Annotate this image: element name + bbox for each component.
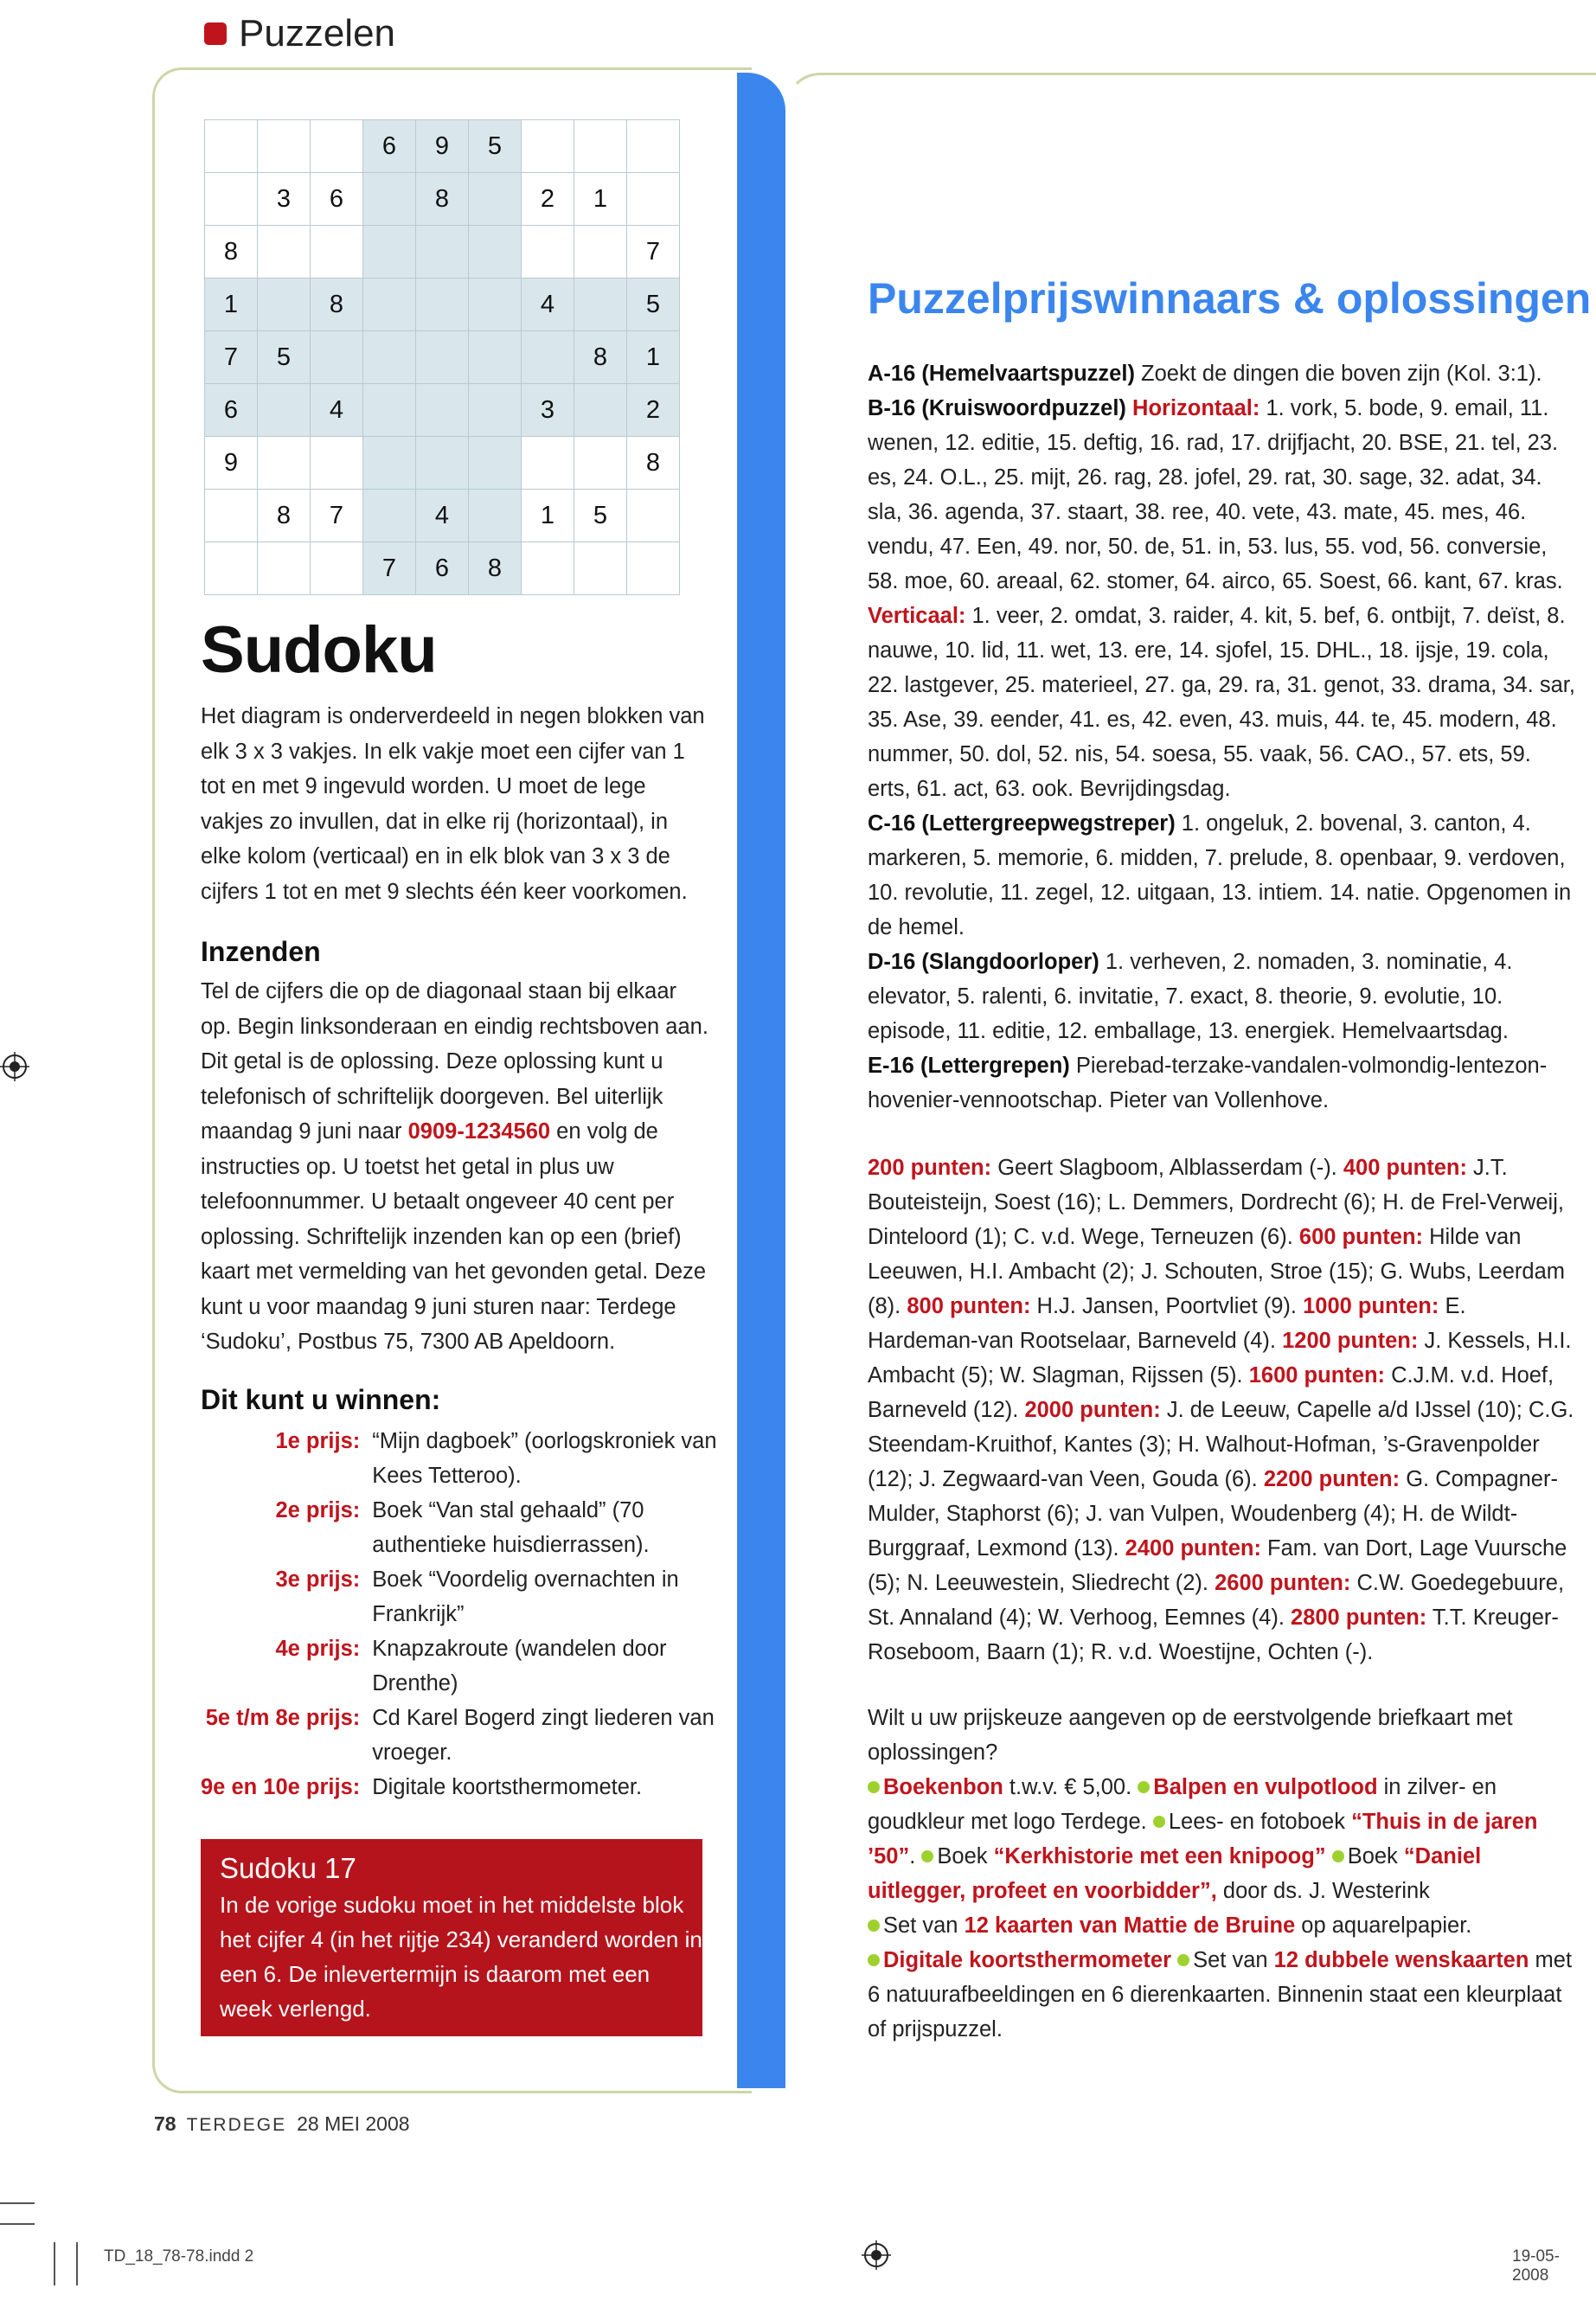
sudoku-cell: 8 — [205, 226, 258, 279]
prize-item — [201, 1631, 720, 1701]
prize-text: “Mijn dagboek” (oorlogskroniek van Kees Tetteroo). — [372, 1429, 717, 1488]
sudoku-row — [205, 226, 680, 279]
sudoku-cell: 1 — [574, 173, 627, 226]
winner-names: H.J. Jansen, Poortvliet (9). — [1030, 1294, 1304, 1318]
sudoku-cell — [363, 384, 416, 437]
issue-date: 28 MEI 2008 — [297, 2112, 410, 2135]
sudoku-cell: 6 — [311, 173, 363, 226]
prizes-heading: Dit kunt u winnen: — [201, 1384, 441, 1415]
sudoku-row — [205, 120, 680, 173]
notice-title: Sudoku 17 — [220, 1852, 356, 1884]
sudoku-cell — [205, 542, 258, 595]
bullet-icon — [921, 1850, 933, 1862]
inzenden-heading: Inzenden — [201, 936, 321, 967]
sudoku-cell: 4 — [416, 490, 469, 542]
sudoku-cell: 7 — [205, 331, 258, 384]
winner-points: 1000 punten: — [1303, 1294, 1439, 1318]
winner-points: 1600 punten: — [1248, 1363, 1386, 1388]
sudoku-cell — [627, 120, 680, 173]
prize-choice-options: Boekenbon t.w.v. € 5,00. Balpen en vulpotlood in zilver- en goudkleur met logo Terdege. Lees- en fotoboek “Thuis in de jaren ’50”. Boek “Kerkhistorie met een knipoog” Boek “Daniel uitlegger, profeet en voorbidder”, door ds. J. Westerink Set van 12 kaarten van Mattie de Bruine op aquarelpapier. Digitale koortsthermometer Set van 12 dubbele wenskaarten met 6 natuurafbeeldingen en 6 dierenkaarten. Binnenin staat een kleurplaat of prijspuzzel. — [868, 1775, 1573, 2041]
sudoku-cell — [574, 542, 627, 595]
solution-c: C-16 (Lettergreepwegstreper) 1. ongeluk, 2. bovenal, 3. canton, 4. markeren, 5. memorie, 6. midden, 7. prelude, 8. openbaar, 9. verdoven, 10. revolutie, 11. zegel, 12. uitgaan, 13. intiem. 14. natie. Opgenomen in de hemel. — [868, 811, 1572, 939]
prize-text: Boek “Van stal gehaald” (70 authentieke huisdierrassen). — [372, 1498, 650, 1557]
sudoku-cell — [258, 542, 311, 595]
sudoku-cell — [205, 490, 258, 542]
phone-number: 0909-1234560 — [407, 1119, 551, 1144]
winner-points: 400 punten: — [1343, 1156, 1467, 1180]
solutions-title: Puzzelprijswinnaars & oplossingen — [868, 274, 1592, 323]
registration-mark-icon — [0, 1052, 29, 1081]
crop-mark — [0, 2202, 35, 2204]
bullet-icon — [868, 1920, 880, 1932]
sudoku-cell — [469, 331, 522, 384]
winner-names: T.T. Kreuger-Roseboom, Baarn (1); R. v.d. Woestijne, Ochten (-). — [868, 1606, 1559, 1664]
sudoku-cell — [311, 120, 363, 173]
prize-list — [201, 1424, 720, 1804]
winners-list — [868, 1150, 1579, 1670]
sudoku-cell — [627, 542, 680, 595]
sudoku-cell: 7 — [311, 490, 363, 542]
slug-date: 19-05-2008 — [1512, 2247, 1560, 2285]
sudoku-cell: 5 — [574, 490, 627, 542]
bullet-icon — [1138, 1781, 1150, 1793]
sudoku-title: Sudoku — [201, 613, 437, 687]
sudoku-cell: 9 — [416, 120, 469, 173]
sudoku-row — [205, 437, 680, 490]
sudoku-cell: 5 — [258, 331, 311, 384]
sudoku-cell: 9 — [205, 437, 258, 490]
winner-points: 2800 punten: — [1291, 1606, 1427, 1630]
sudoku-intro: Het diagram is onderverdeeld in negen blokken van elk 3 x 3 vakjes. In elk vakje moet een cijfer van 1 tot en met 9 ingevuld worden. U moet de lege vakjes zo invullen, dat in elke rij (horizontaal), in elke kolom (verticaal) en in elk blok van 3 x 3 de cijfers 1 tot en met 9 slechts één keer voorkomen. — [201, 704, 705, 904]
prize-label: 4e prijs: — [275, 1637, 361, 1661]
crop-mark — [76, 2242, 78, 2285]
sudoku-cell — [258, 226, 311, 279]
magazine-name: TERDEGE — [186, 2115, 287, 2135]
prize-text: Knapzakroute (wandelen door Drenthe) — [372, 1637, 667, 1695]
solution-d: D-16 (Slangdoorloper) 1. verheven, 2. nomaden, 3. nominatie, 4. elevator, 5. ralenti, 6. invitatie, 7. exact, 8. theorie, 9. evolutie, 10. episode, 11. editie, 12. emballage, 13. energiek. Hemelvaartsdag. — [868, 950, 1513, 1043]
winner-points: 2000 punten: — [1024, 1398, 1161, 1422]
sudoku-cell — [522, 331, 574, 384]
sudoku-cell: 8 — [311, 279, 363, 331]
sudoku-notice-box — [201, 1839, 702, 2036]
sudoku-cell: 4 — [311, 384, 363, 437]
winner-names: C.J.M. v.d. Hoef, Barneveld (12). — [868, 1363, 1554, 1422]
winner-points: 200 punten: — [868, 1156, 992, 1180]
sudoku-cell — [363, 279, 416, 331]
winner-names: Geert Slagboom, Alblasserdam (-). — [991, 1156, 1343, 1180]
sudoku-cell — [258, 279, 311, 331]
crop-mark — [0, 2223, 35, 2225]
sudoku-cell: 1 — [205, 279, 258, 331]
prize-label: 9e en 10e prijs: — [201, 1775, 361, 1799]
sudoku-cell — [522, 542, 574, 595]
prize-item — [201, 1701, 720, 1770]
winner-points: 2400 punten: — [1125, 1536, 1261, 1561]
sudoku-grid — [204, 119, 680, 595]
bullet-icon — [868, 1954, 880, 1966]
winner-names: C.W. Goedegebuure, St. Annaland (4); W. Verhoog, Eemnes (4). — [868, 1571, 1565, 1630]
sudoku-cell: 7 — [363, 542, 416, 595]
bullet-icon — [1332, 1850, 1344, 1862]
sudoku-cell: 6 — [205, 384, 258, 437]
sudoku-cell — [258, 384, 311, 437]
bullet-icon — [868, 1781, 880, 1793]
winner-points: 1200 punten: — [1282, 1329, 1419, 1353]
sudoku-cell — [522, 120, 574, 173]
bullet-icon — [1177, 1954, 1189, 1966]
sudoku-cell: 7 — [627, 226, 680, 279]
sudoku-cell: 8 — [416, 173, 469, 226]
sudoku-cell: 8 — [574, 331, 627, 384]
sudoku-cell — [363, 226, 416, 279]
sudoku-cell: 3 — [258, 173, 311, 226]
sudoku-cell: 1 — [627, 331, 680, 384]
solution-b: B-16 (Kruiswoordpuzzel) Horizontaal: 1. vork, 5. bode, 9. email, 11. wenen, 12. editie, 15. deftig, 16. rad, 17. drijfjacht, 20. BSE, 21. tel, 23. es, 24. O.L., 25. mijt, 26. rag, 28. jofel, 29. rat, 30. sage, 32. adat, 34. sla, 36. agenda, 37. staart, 38. ree, 40. vete, 43. mate, 45. mes, 46. vendu, 47. Een, 49. nor, 50. de, 51. in, 53. lus, 55. vod, 56. conversie, 58. moe, 60. areaal, 62. stomer, 64. airco, 65. Soest, 66. kant, 67. kras. Verticaal: 1. veer, 2. omdat, 3. raider, 4. kit, 5. bef, 6. ontbijt, 7. deïst, 8. nauwe, 10. lid, 11. wet, 13. ere, 14. sjofel, 15. DHL., 18. ijsje, 19. cola, 22. lastgever, 25. materieel, 27. ga, 29. ra, 31. genot, 33. drama, 34. sar, 35. Ase, 39. eender, 41. es, 42. even, 43. muis, 44. te, 45. modern, 48. nummer, 50. dol, 52. nis, 54. soesa, 55. vaak, 56. CAO., 57. ets, 59. erts, 61. act, 63. ook. Bevrijdingsdag. — [868, 396, 1575, 801]
sudoku-cell — [574, 120, 627, 173]
sudoku-cell — [574, 226, 627, 279]
prize-text: Cd Karel Bogerd zingt liederen van vroeger. — [372, 1706, 715, 1765]
sudoku-cell — [311, 331, 363, 384]
sudoku-cell: 6 — [416, 542, 469, 595]
sudoku-cell — [469, 226, 522, 279]
sudoku-cell — [469, 437, 522, 490]
sudoku-cell: 8 — [469, 542, 522, 595]
prize-item — [201, 1424, 720, 1493]
prize-text: Digitale koortsthermometer. — [372, 1775, 643, 1799]
sudoku-row — [205, 331, 680, 384]
sudoku-cell — [363, 437, 416, 490]
sudoku-cell — [627, 490, 680, 542]
section-marker — [204, 22, 227, 45]
sudoku-cell — [416, 331, 469, 384]
section-label: Puzzelen — [239, 12, 396, 54]
winner-points: 800 punten: — [907, 1294, 1031, 1318]
page-number: 78 — [154, 2112, 176, 2135]
winner-points: 2200 punten: — [1263, 1467, 1401, 1491]
sudoku-cell — [416, 437, 469, 490]
sudoku-cell — [363, 173, 416, 226]
prize-item — [201, 1562, 720, 1631]
prize-item — [201, 1493, 720, 1562]
sudoku-cell — [258, 120, 311, 173]
sudoku-cell — [469, 384, 522, 437]
sudoku-cell — [574, 437, 627, 490]
sudoku-cell — [311, 542, 363, 595]
winner-names: E. Hardeman-van Rootselaar, Barneveld (4). — [868, 1294, 1466, 1353]
sudoku-cell: 8 — [258, 490, 311, 542]
sudoku-cell: 6 — [363, 120, 416, 173]
sudoku-cell — [469, 279, 522, 331]
sudoku-cell — [416, 384, 469, 437]
prize-choice — [868, 1701, 1579, 2047]
sudoku-cell — [416, 226, 469, 279]
sudoku-cell: 2 — [627, 384, 680, 437]
sudoku-cell: 4 — [522, 279, 574, 331]
winner-points: 2600 punten: — [1215, 1571, 1351, 1595]
winner-points: 600 punten: — [1298, 1225, 1424, 1249]
prize-text: Boek “Voordelig overnachten in Frankrijk” — [372, 1567, 679, 1626]
sudoku-cell: 5 — [469, 120, 522, 173]
sudoku-row — [205, 173, 680, 226]
sudoku-cell: 3 — [522, 384, 574, 437]
sudoku-cell — [258, 437, 311, 490]
section-header — [204, 12, 395, 55]
winner-names: Fam. van Dort, Lage Vuursche (5); N. Leeuwestein, Sliedrecht (2). — [868, 1536, 1567, 1595]
slug-filename: TD_18_78-78.indd 2 — [104, 2247, 254, 2266]
sudoku-cell — [311, 226, 363, 279]
winner-names: J. de Leeuw, Capelle a/d IJssel (10); C.G. Steendam-Kruithof, Kantes (3); H. Walhout-Hofman, ’s-Gravenpolder (12); J. Zegwaard-van Veen, Gouda (6). — [868, 1398, 1574, 1491]
sudoku-cell — [522, 226, 574, 279]
prize-label: 1e prijs: — [275, 1429, 361, 1453]
winner-names: G. Compagner-Mulder, Staphorst (6); J. van Vulpen, Woudenberg (4); H. de Wildt-Burggraaf, Lexmond (13). — [868, 1467, 1558, 1561]
prize-label: 2e prijs: — [275, 1498, 361, 1522]
winner-names: J.T. Bouteisteijn, Soest (16); L. Demmers, Dordrecht (6); H. de Frel-Verweij, Dinteloord (1); C. v.d. Wege, Terneuzen (6). — [868, 1156, 1564, 1249]
crop-mark — [54, 2242, 55, 2285]
inzenden-text: Tel de cijfers die op de diagonaal staan bij elkaar op. Begin linksonderaan en eindig rechtsboven aan. Dit getal is de oplossing. Deze oplossing kunt u telefonisch of schriftelijk doorgeven. Bel uiterlijk maandag 9 juni naar 0909-1234560 en volg de instructies op. U toetst het getal in plus uw telefoonnummer. U betaalt ongeveer 40 cent per oplossing. Schriftelijk inzenden kan op een (brief) kaart met vermelding van het gevonden getal. Deze kunt u voor maandag 9 juni sturen naar: Terdege ‘Sudoku’, Postbus 75, 7300 AB Apeldoorn. — [201, 979, 708, 1354]
sudoku-cell — [627, 173, 680, 226]
sudoku-cell — [363, 490, 416, 542]
sudoku-cell — [416, 279, 469, 331]
sudoku-cell — [469, 490, 522, 542]
sudoku-cell — [469, 173, 522, 226]
prize-choice-intro: Wilt u uw prijskeuze aangeven op de eerstvolgende briefkaart met oplossingen? — [868, 1706, 1513, 1765]
solution-e: E-16 (Lettergrepen) Pierebad-terzake-vandalen-volmondig-lentezon-hovenier-vennootschap. Pieter van Vollenhove. — [868, 1054, 1548, 1112]
prize-label: 3e prijs: — [275, 1567, 361, 1592]
sudoku-cell — [205, 120, 258, 173]
sudoku-cell — [574, 279, 627, 331]
sudoku-cell: 2 — [522, 173, 574, 226]
sudoku-cell — [205, 173, 258, 226]
sudoku-row — [205, 384, 680, 437]
sudoku-cell — [311, 437, 363, 490]
sudoku-cell: 5 — [627, 279, 680, 331]
prize-item — [201, 1770, 720, 1804]
solutions-text — [868, 356, 1579, 1118]
notice-body: In de vorige sudoku moet in het middelste blok het cijfer 4 (in het rijtje 234) veranderd worden in een 6. De inlevertermijn is daarom met een week verlengd. — [220, 1892, 702, 2022]
blue-divider-band — [737, 73, 785, 2088]
winner-names: Hilde van Leeuwen, H.I. Ambacht (2); J. Schouten, Stroe (15); G. Wubs, Leerdam (8). — [868, 1225, 1566, 1318]
winner-names: J. Kessels, H.I. Ambacht (5); W. Slagman, Rijssen (5). — [868, 1329, 1572, 1388]
sudoku-row — [205, 279, 680, 331]
sudoku-row — [205, 490, 680, 542]
prize-label: 5e t/m 8e prijs: — [205, 1706, 361, 1730]
sudoku-cell: 1 — [522, 490, 574, 542]
sudoku-cell — [574, 384, 627, 437]
sudoku-cell — [363, 331, 416, 384]
sudoku-row — [205, 542, 680, 595]
registration-mark-icon — [862, 2240, 891, 2270]
bullet-icon — [1153, 1816, 1165, 1828]
solution-a: A-16 (Hemelvaartspuzzel) Zoekt de dingen die boven zijn (Kol. 3:1). — [868, 362, 1542, 386]
sudoku-cell: 8 — [627, 437, 680, 490]
page-footer — [154, 2112, 410, 2136]
sudoku-cell — [522, 437, 574, 490]
